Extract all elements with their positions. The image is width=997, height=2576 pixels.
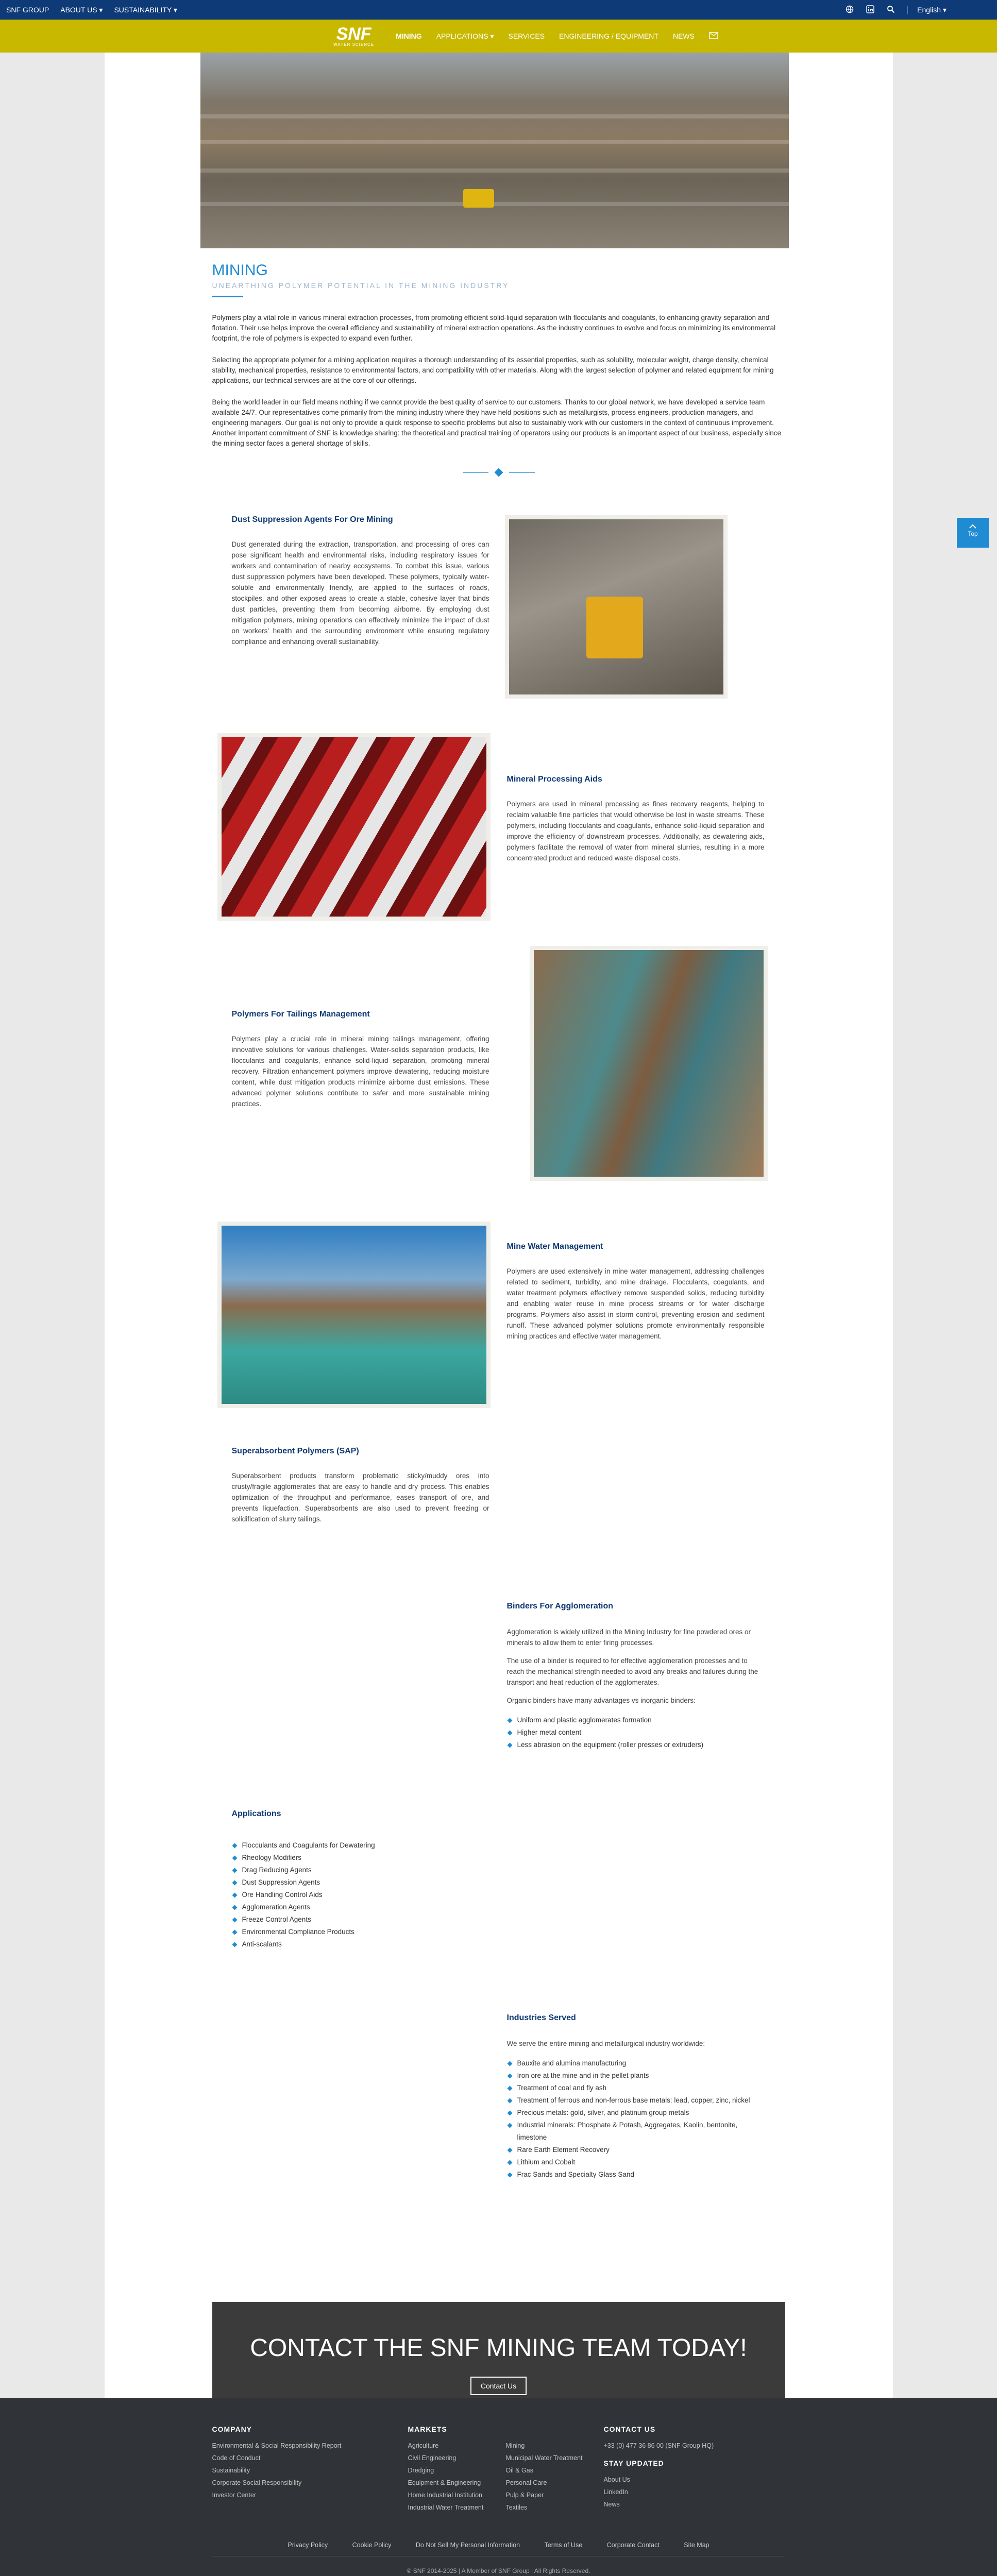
mineral-processing-image [217, 733, 491, 921]
page-content [105, 53, 893, 2398]
section-sap [232, 1447, 489, 1524]
footer-markets-title: MARKETS [408, 2425, 447, 2433]
section-body: Polymers are used extensively in mine water management, addressing challenges related to sediment, turbidity, and mine drainage. Flocculants, coagulants, and water treatment polymers effectively remove suspended solids, reducing turbidity and enabling water reuse in mine process streams or for water discharge programs. Polymers also assist in storm control, preventing erosion and sediment runoff. These advanced polymer solutions promote environmentally responsible mining practices and effective water management. [506, 1267, 765, 1340]
footer-link[interactable]: Agriculture [408, 2442, 439, 2449]
mail-icon[interactable] [709, 32, 718, 41]
list-item: Higher metal content [507, 1726, 765, 1739]
list-item: Flocculants and Coagulants for Dewatering [232, 1839, 489, 1852]
footer-company-title: COMPANY [212, 2425, 252, 2433]
snf-logo[interactable] [333, 25, 374, 47]
footer-link[interactable]: Civil Engineering [408, 2454, 457, 2462]
globe-icon[interactable] [846, 5, 854, 15]
footer-stay-updated-title: STAY UPDATED [603, 2459, 664, 2467]
footer-link[interactable]: Sustainability [212, 2467, 250, 2474]
applications-list [232, 1839, 489, 1951]
tailings-ponds-image [530, 946, 768, 1181]
footer-link[interactable]: Code of Conduct [212, 2454, 261, 2462]
list-item: Drag Reducing Agents [232, 1864, 489, 1876]
top-utility-bar [0, 0, 997, 20]
section-dust-suppression [232, 515, 489, 647]
footer-link[interactable]: Pulp & Paper [505, 2492, 544, 2499]
section-paragraph: Agglomeration is widely utilized in the Mining Industry for fine powdered ores or minerals to allow them to enter firing processes. [506, 1628, 751, 1647]
back-to-top-button[interactable] [957, 518, 989, 548]
footer-legal-link[interactable]: Terms of Use [544, 2541, 583, 2549]
footer-link[interactable]: Municipal Water Treatment [505, 2454, 583, 2462]
section-paragraph: The use of a binder is required to for effective agglomeration processes and to reach the mechanical strength needed to avoid any breaks and failures during the transport and heat reduction of the agglomerates. [506, 1657, 758, 1686]
nav-applications[interactable]: APPLICATIONS ▾ [436, 31, 494, 40]
footer-legal-link[interactable]: Privacy Policy [288, 2541, 328, 2549]
list-item: Ore Handling Control Aids [232, 1889, 489, 1901]
footer-legal-link[interactable]: Do Not Sell My Personal Information [415, 2541, 520, 2549]
footer-link[interactable]: Home Industrial Institution [408, 2492, 483, 2499]
nav-mining[interactable]: MINING [396, 32, 422, 40]
list-item: Rheology Modifiers [232, 1852, 489, 1864]
list-item: Industrial minerals: Phosphate & Potash, Aggregates, Kaolin, bentonite, limestone [507, 2119, 765, 2144]
list-item: Precious metals: gold, silver, and platinum group metals [507, 2107, 765, 2119]
linkedin-icon[interactable] [866, 5, 874, 15]
footer-link[interactable]: Investor Center [212, 2492, 256, 2499]
section-applications [232, 1809, 489, 1951]
section-tailings [232, 1010, 489, 1109]
topbar-snf-group[interactable]: SNF GROUP [6, 6, 49, 14]
nav-services[interactable]: SERVICES [508, 32, 545, 40]
section-industries [507, 2013, 765, 2181]
footer-copyright: © SNF 2014-2025 | A Member of SNF Group | All Rights Reserved. [407, 2567, 590, 2574]
intro-text [212, 313, 785, 449]
contact-heading: CONTACT THE SNF MINING TEAM TODAY! [250, 2334, 747, 2362]
section-title: Mineral Processing Aids [506, 775, 602, 784]
intro-paragraph: Selecting the appropriate polymer for a mining application requires a thorough understanding of its essential properties, such as solubility, molecular weight, charge density, chemical stability, mechanical properties, resistance to environmental factors, and compatibility with other materials. Along with the largest selection of polymer and related equipment for mining applications, our technical services are at the core of our offerings. [212, 356, 774, 384]
section-title: Dust Suppression Agents For Ore Mining [231, 515, 393, 524]
footer-link[interactable]: Personal Care [505, 2479, 547, 2486]
section-title: Polymers For Tailings Management [231, 1010, 370, 1019]
list-item: Frac Sands and Specialty Glass Sand [507, 2168, 765, 2181]
logo-tagline: WATER SCIENCE [333, 42, 375, 47]
section-mine-water [507, 1242, 765, 1342]
search-icon[interactable] [887, 5, 895, 15]
footer-legal-links [212, 2541, 785, 2549]
section-body: Superabsorbent products transform problematic sticky/muddy ores into crusty/fragile agglomerates that are easy to handle and dry process. This enables optimization of the throughput and performance, eases transport of ore, and prevents liquefaction. Superabsorbents are also used to prevent freezing or solidification of slurry tailings. [231, 1472, 489, 1523]
page-subtitle: UNEARTHING POLYMER POTENTIAL IN THE MINING INDUSTRY [212, 281, 510, 290]
binders-list [507, 1714, 765, 1751]
title-underline [212, 296, 243, 297]
section-binders [507, 1602, 765, 1751]
topbar-about-us[interactable]: ABOUT US ▾ [60, 5, 103, 14]
back-to-top-label: Top [968, 530, 978, 537]
footer-legal-link[interactable]: Site Map [684, 2541, 709, 2549]
section-body: Polymers play a crucial role in mineral mining tailings management, offering innovative solutions for various challenges. Water-solids separation products, like flocculants and coagulants, enhance solid-liquid separation, promoting mineral recovery. Filtration enhancement polymers improve dewatering, reducing moisture content, while dust mitigation products minimize airborne dust emissions. These advanced polymer solutions contribute to safer and more sustainable mining practices. [231, 1035, 489, 1108]
nav-news[interactable]: NEWS [672, 32, 695, 40]
list-item: Lithium and Cobalt [507, 2156, 765, 2168]
list-item: Treatment of coal and fly ash [507, 2082, 765, 2094]
section-paragraph: We serve the entire mining and metallurgical industry worldwide: [506, 2040, 705, 2047]
footer-link[interactable]: News [603, 2501, 620, 2508]
industries-list [507, 2057, 765, 2181]
footer-phone[interactable]: +33 (0) 477 36 86 00 (SNF Group HQ) [603, 2442, 714, 2449]
dust-truck-image [505, 515, 728, 699]
section-title: Mine Water Management [506, 1242, 603, 1251]
list-item: Freeze Control Agents [232, 1913, 489, 1926]
content-column [212, 53, 785, 2390]
footer-contact-title: CONTACT US [603, 2425, 656, 2433]
list-item: Less abrasion on the equipment (roller presses or extruders) [507, 1739, 765, 1751]
footer-legal-link[interactable]: Cookie Policy [352, 2541, 392, 2549]
section-body: Dust generated during the extraction, transportation, and processing of ores can pose significant health and environmental risks, including respiratory issues for workers and contamination of nearby ecosystems. To combat this issue, various dust suppression polymers have been developed. These polymers, typically water-soluble and environmentally friendly, are applied to the surfaces of roads, stockpiles, and other exposed areas to create a stable, cohesive layer that binds dust particles, preventing them from becoming airborne. By employing dust mitigation polymers, mining operations can effectively minimize the impact of dust on workers' health and the surrounding environment while ensuring regulatory compliance and enhancing overall sustainability. [231, 540, 489, 646]
footer-legal-link[interactable]: Corporate Contact [606, 2541, 660, 2549]
list-item: Treatment of ferrous and non-ferrous base metals: lead, copper, zinc, nickel [507, 2094, 765, 2107]
intro-paragraph: Polymers play a vital role in various mineral extraction processes, from promoting efficient solid-liquid separation with flocculants and coagulants, to enhancing gravity separation and flotation. Their use helps improve the overall efficiency and sustainability of mineral extraction operations. As the industry continues to evolve and focus on minimizing its environmental footprint, the role of polymers is expected to expand even further. [212, 314, 776, 342]
list-item: Agglomeration Agents [232, 1901, 489, 1913]
section-title: Superabsorbent Polymers (SAP) [231, 1447, 359, 1455]
footer-link[interactable]: Industrial Water Treatment [408, 2504, 484, 2511]
section-title: Applications [231, 1809, 281, 1818]
list-item: Rare Earth Element Recovery [507, 2144, 765, 2156]
site-footer [0, 2398, 997, 2576]
list-item: Environmental Compliance Products [232, 1926, 489, 1938]
logo-text: SNF [336, 24, 371, 44]
section-title: Industries Served [506, 2013, 576, 2022]
footer-link[interactable]: Mining [505, 2442, 525, 2449]
main-navigation [0, 20, 997, 53]
footer-link[interactable]: Environmental & Social Responsibility Report [212, 2442, 342, 2449]
page-title: MINING [212, 262, 268, 279]
list-item: Bauxite and alumina manufacturing [507, 2057, 765, 2070]
contact-us-button[interactable]: Contact Us [470, 2377, 527, 2395]
nav-engineering-equipment[interactable]: ENGINEERING / EQUIPMENT [559, 32, 658, 40]
list-item: Uniform and plastic agglomerates formation [507, 1714, 765, 1726]
footer-link[interactable]: Textiles [505, 2504, 528, 2511]
footer-link[interactable]: Corporate Social Responsibility [212, 2479, 302, 2486]
footer-link[interactable]: Equipment & Engineering [408, 2479, 481, 2486]
list-item: Anti-scalants [232, 1938, 489, 1951]
chevron-up-icon [969, 524, 976, 529]
footer-link[interactable]: Dredging [408, 2467, 434, 2474]
mine-water-image [217, 1222, 491, 1408]
language-selector[interactable]: English ▾ [907, 6, 947, 14]
intro-paragraph: Being the world leader in our field means nothing if we cannot provide the best quality of service to our customers. Thanks to our global network, we have developed a service team available 24/7. Our representatives come primarily from the mining industry where they have held positions such as metallurgists, process engineers, production managers, and engineering managers. Our goal is not only to provide a quick response to specific problems but also to sustainably work with our customers in the context of continuous improvement. Another important commitment of SNF is knowledge sharing: the theoretical and practical training of operators using our products is an important aspect of our business, especially since the mining sector faces a general shortage of skills. [212, 398, 782, 447]
footer-link[interactable]: Oil & Gas [505, 2467, 533, 2474]
section-mineral-processing [507, 775, 765, 863]
list-item: Dust Suppression Agents [232, 1876, 489, 1889]
list-item: Iron ore at the mine and in the pellet plants [507, 2070, 765, 2082]
section-body: Polymers are used in mineral processing as fines recovery reagents, helping to reclaim valuable fine particles that would otherwise be lost in waste streams. These polymers, including flocculants and coagulants, enhance solid-liquid separation and improve the efficiency of downstream processes. Additionally, as dewatering aids, polymers facilitate the removal of water from mineral slurries, resulting in a more concentrated product and reduced waste disposal costs. [506, 800, 765, 862]
footer-link[interactable]: LinkedIn [603, 2488, 628, 2496]
section-title: Binders For Agglomeration [506, 1602, 614, 1611]
section-paragraph: Organic binders have many advantages vs inorganic binders: [506, 1697, 696, 1704]
section-divider [212, 469, 785, 476]
topbar-sustainability[interactable]: SUSTAINABILITY ▾ [114, 5, 177, 14]
footer-link[interactable]: About Us [603, 2476, 630, 2483]
